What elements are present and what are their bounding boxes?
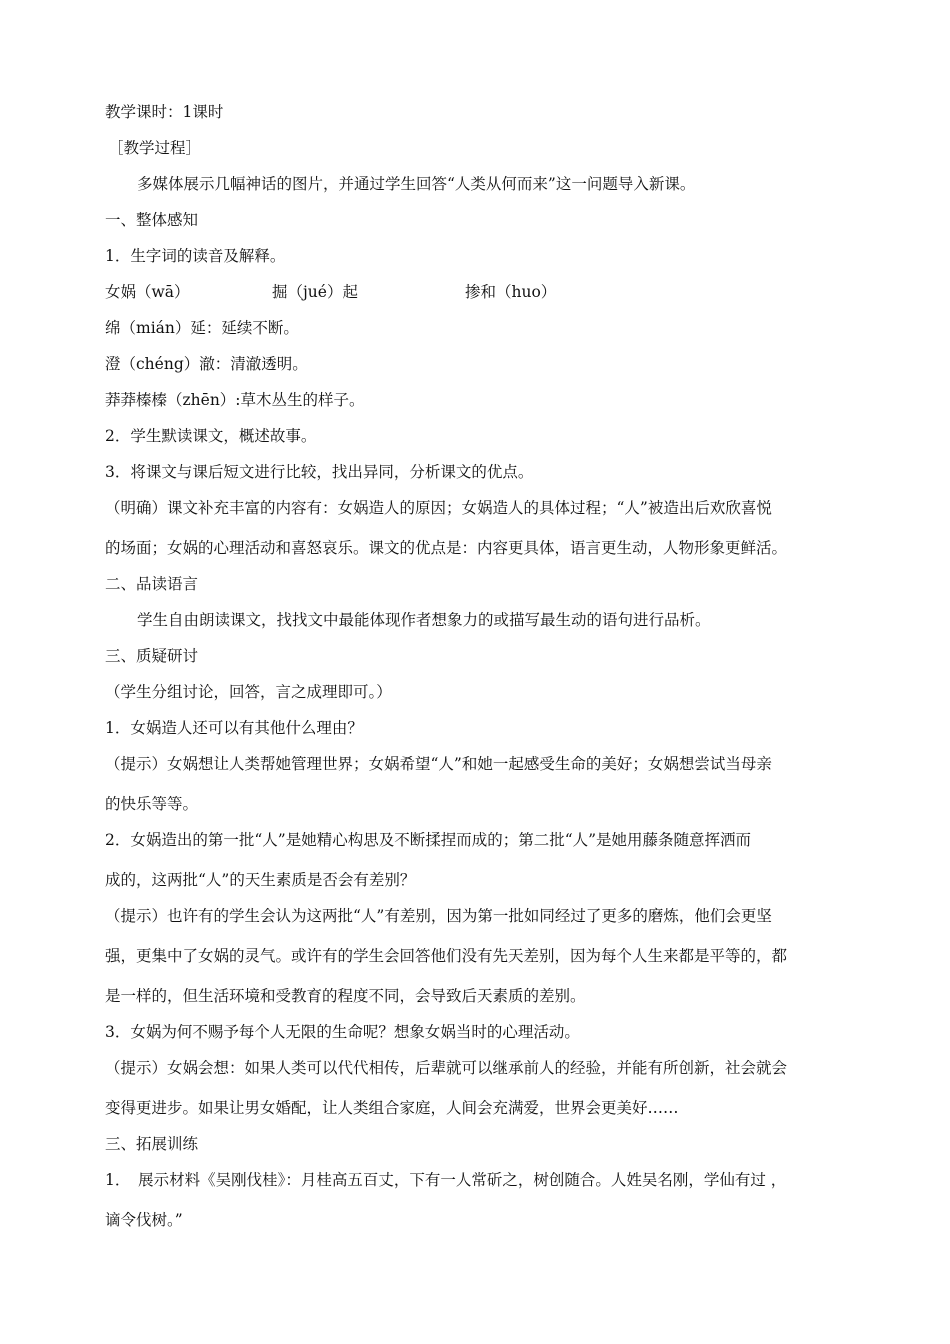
hint-2: 是一样的，但生活环境和受教育的程度不同，会导致后天素质的差别。 (105, 987, 586, 1005)
s4-item-1: 1． 展示材料《吴刚伐桂》：月桂高五百丈，下有一人常斫之，树创随合。人姓吴名刚，学仙有过 ， (105, 1171, 787, 1189)
question-3: 3．女娲为何不赐予每个人无限的生命呢？想象女娲当时的心理活动。 (105, 1023, 580, 1041)
vocab-word: 女娲（wā） (105, 283, 190, 301)
s4-item-1: 谪令伐树。” (105, 1211, 183, 1229)
clarify-paragraph: 的场面；女娲的心理活动和喜怒哀乐。课文的优点是：内容更具体，语言更生动，人物形象更鲜活。 (105, 539, 788, 557)
s2-text: 学生自由朗读课文，找找文中最能体现作者想象力的或描写最生动的语句进行品析。 (137, 611, 711, 629)
clarify-paragraph: （明确）课文补充丰富的内容有：女娲造人的原因；女娲造人的具体过程；“人”被造出后欢欣喜悦 (105, 499, 772, 517)
question-2: 成的，这两批“人”的天生素质是否会有差别？ (105, 871, 416, 889)
hint-1: （提示）女娲想让人类帮她管理世界；女娲希望“人”和她一起感受生命的美好；女娲想尝试当母亲 (105, 755, 772, 773)
s1-item-1: 1．生字词的读音及解释。 (105, 247, 286, 265)
section-3-heading: 三、质疑研讨 (105, 647, 199, 665)
section-4-heading: 三、拓展训练 (105, 1135, 199, 1153)
section-2-heading: 二、品读语言 (105, 575, 199, 593)
section-1-heading: 一、整体感知 (105, 211, 199, 229)
lesson-time: 教学课时：1课时 (105, 103, 224, 121)
hint-2: 强，更集中了女娲的灵气。或许有的学生会回答他们没有先天差别，因为每个人生来都是平等的，都 (105, 947, 788, 965)
vocab-definition: 绵（mián）延：延续不断。 (105, 319, 299, 337)
s1-item-3: 3．将课文与课后短文进行比较，找出异同，分析课文的优点。 (105, 463, 534, 481)
hint-1: 的快乐等等。 (105, 795, 199, 813)
s3-note: （学生分组讨论，回答，言之成理即可。） (105, 683, 392, 701)
hint-3: 变得更进步。如果让男女婚配，让人类组合家庭，人间会充满爱，世界会更美好…… (105, 1099, 679, 1117)
question-1: 1．女娲造人还可以有其他什么理由？ (105, 719, 363, 737)
question-2: 2．女娲造出的第一批“人”是她精心构思及不断揉捏而成的；第二批“人”是她用藤条随意挥洒而 (105, 831, 752, 849)
vocab-word: 掺和（huo） (465, 283, 557, 301)
process-heading: ［教学过程］ (108, 139, 202, 157)
intro-paragraph: 多媒体展示几幅神话的图片，并通过学生回答“人类从何而来”这一问题导入新课。 (137, 175, 696, 193)
vocab-definition: 莽莽榛榛（zhēn）:草木丛生的样子。 (105, 391, 365, 409)
s1-item-2: 2．学生默读课文，概述故事。 (105, 427, 317, 445)
vocab-definition: 澄（chéng）澈：清澈透明。 (105, 355, 308, 373)
hint-2: （提示）也许有的学生会认为这两批“人”有差别，因为第一批如同经过了更多的磨炼，他们会更坚 (105, 907, 772, 925)
vocab-word: 掘（jué）起 (272, 283, 358, 301)
hint-3: （提示）女娲会想：如果人类可以代代相传，后辈就可以继承前人的经验，并能有所创新，社会就会 (105, 1059, 788, 1077)
